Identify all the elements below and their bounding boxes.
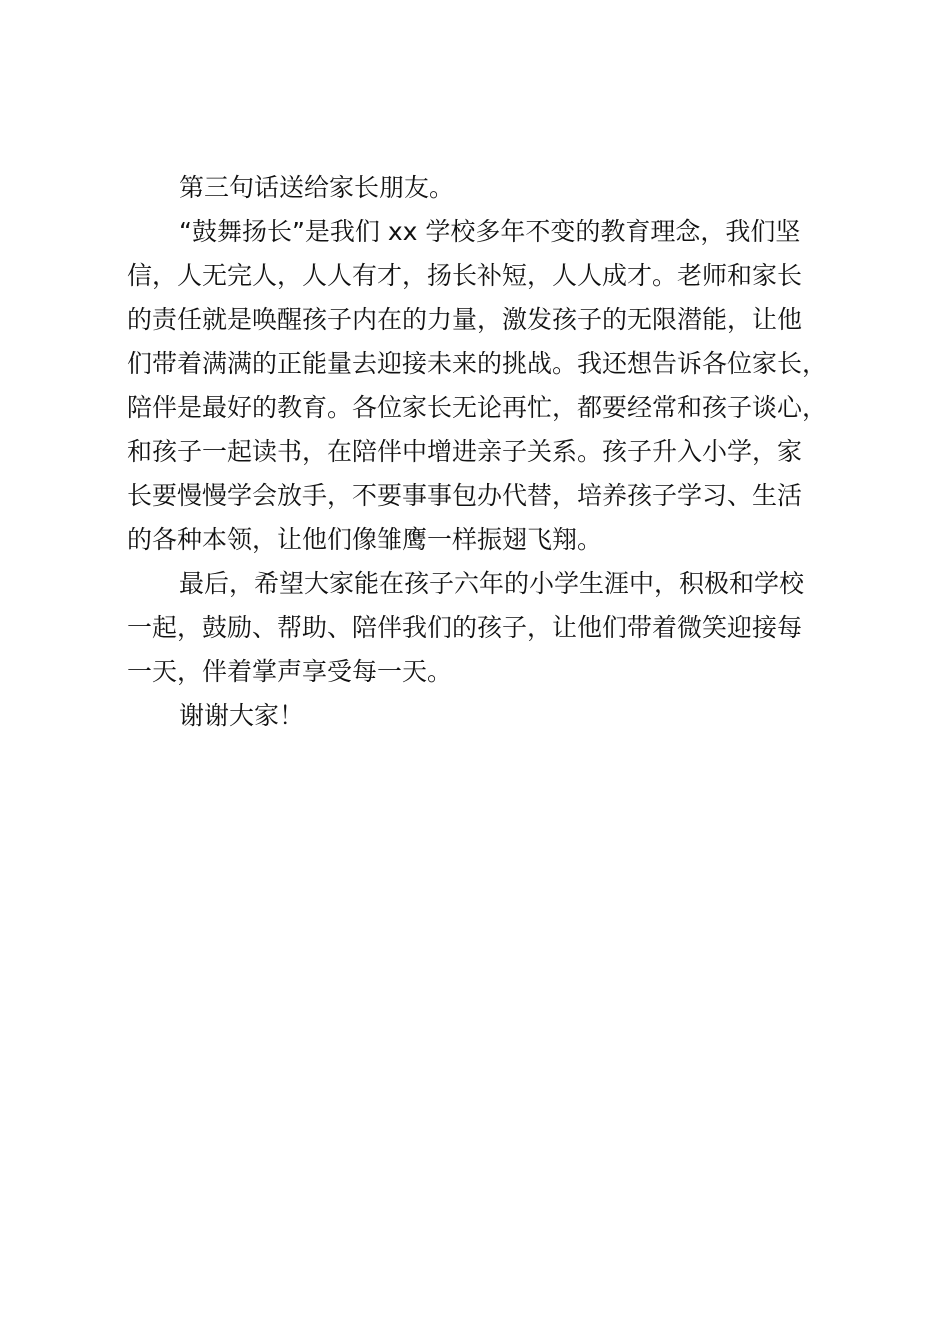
text-line: 长要慢慢学会放手，不要事事包办代替，培养孩子学习、生活 [127, 481, 803, 510]
text-line: 的各种本领，让他们像雏鹰一样振翅飞翔。 [127, 525, 603, 554]
text-line: 和孩子一起读书，在陪伴中增进亲子关系。孩子升入小学，家 [127, 437, 803, 466]
document-body [127, 166, 855, 738]
text-line: “鼓舞扬长”是我们 xx 学校多年不变的教育理念，我们坚 [179, 217, 801, 246]
paragraph-intro [127, 166, 855, 210]
text-line: 陪伴是最好的教育。各位家长无论再忙，都要经常和孩子谈心， [127, 393, 828, 422]
paragraph-thanks [127, 694, 855, 738]
paragraph-closing-hope [127, 562, 855, 694]
text-line: 一起，鼓励、帮助、陪伴我们的孩子，让他们带着微笑迎接每 [127, 613, 803, 642]
paragraph-philosophy [127, 210, 855, 562]
text-line: 谢谢大家！ [179, 701, 305, 730]
text-line: 们带着满满的正能量去迎接未来的挑战。我还想告诉各位家长， [127, 349, 828, 378]
text-line: 一天，伴着掌声享受每一天。 [127, 657, 453, 686]
text-line: 信，人无完人，人人有才，扬长补短，人人成才。老师和家长 [127, 261, 803, 290]
text-line: 最后，希望大家能在孩子六年的小学生涯中，积极和学校 [179, 569, 805, 598]
text-line: 第三句话送给家长朋友。 [179, 173, 455, 202]
text-line: 的责任就是唤醒孩子内在的力量，激发孩子的无限潜能，让他 [127, 305, 803, 334]
